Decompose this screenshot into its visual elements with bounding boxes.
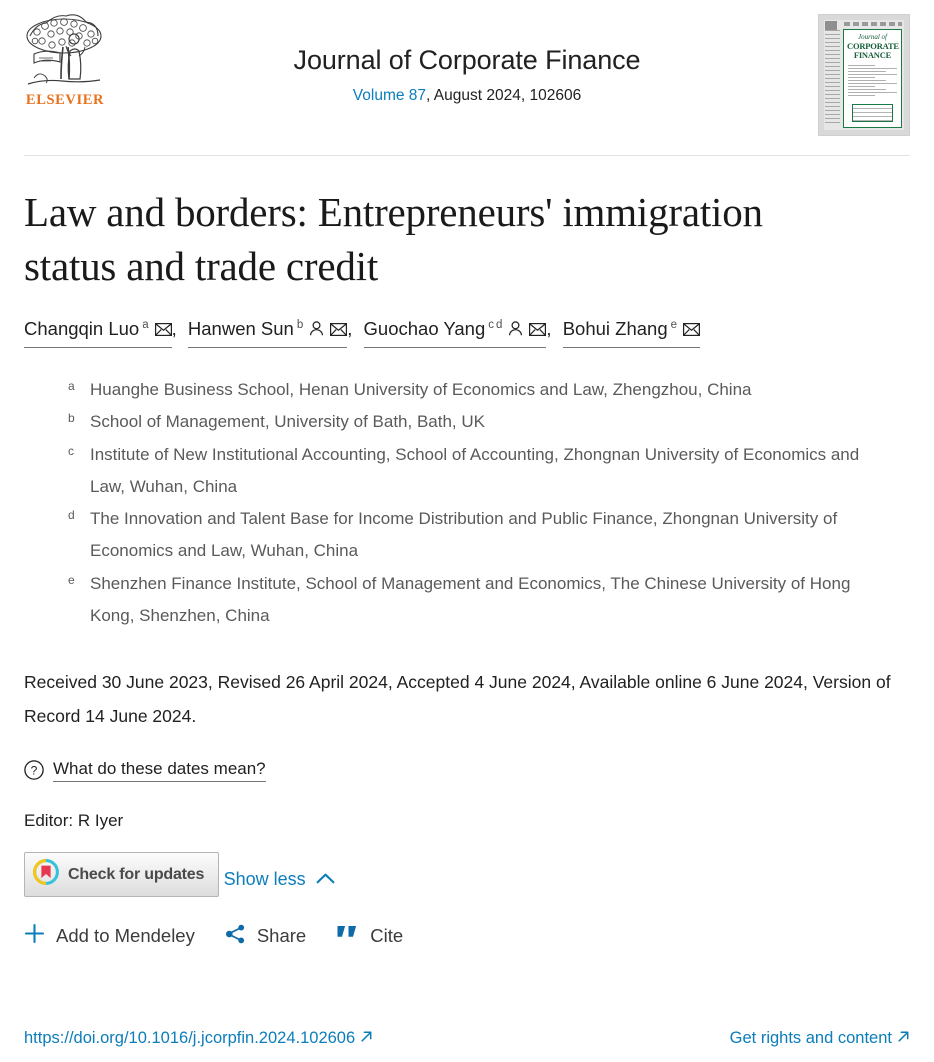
author-name: Bohui Zhang (562, 318, 668, 340)
journal-issue-line (0, 87, 934, 105)
editor-line: Editor: R Iyer (24, 811, 124, 831)
author-guochao-yang[interactable] (364, 315, 547, 348)
affiliation-item (68, 439, 898, 504)
chevron-up-icon (316, 869, 335, 890)
cover-left-text-strip (825, 30, 840, 126)
affiliation-item (68, 406, 898, 438)
author-name: Changqin Luo (24, 318, 140, 340)
journal-cover-thumbnail[interactable] (818, 14, 910, 136)
crossmark-label: Check for updates (68, 865, 205, 883)
cover-title-line1: Journal of (858, 33, 887, 41)
person-icon[interactable] (309, 316, 324, 344)
affiliation-text: School of Management, University of Bath, Bath, UK (90, 412, 485, 432)
quote-icon (336, 925, 359, 948)
plus-icon (24, 923, 45, 949)
journal-header (0, 0, 934, 155)
show-less-toggle[interactable] (224, 869, 335, 890)
header-divider (24, 155, 910, 156)
check-for-updates-button[interactable] (24, 852, 219, 897)
author-affiliation-marker: a (142, 319, 149, 332)
get-rights-and-content-link[interactable] (730, 1029, 910, 1048)
author-separator: , (347, 318, 353, 340)
affiliation-list (24, 374, 910, 632)
author-affiliation-marker: d (496, 319, 503, 332)
affiliation-item (68, 503, 898, 568)
author-name: Hanwen Sun (187, 318, 294, 340)
crossmark-icon (33, 859, 59, 890)
cover-panel (843, 29, 902, 128)
author-name: Guochao Yang (363, 318, 486, 340)
question-mark-icon (24, 760, 44, 780)
author-changqin-luo[interactable] (24, 315, 172, 348)
dates-help-label: What do these dates mean? (53, 759, 266, 782)
add-to-mendeley-button[interactable] (24, 923, 195, 949)
share-label: Share (256, 925, 307, 947)
article-action-bar (24, 923, 910, 949)
cover-journal-title (847, 34, 898, 61)
cite-label: Cite (370, 925, 404, 947)
affiliation-text: Institute of New Institutional Accounting, School of Accounting, Zhongnan University of Economics and Law, Wuhan, China (90, 444, 860, 496)
affiliation-item (68, 374, 898, 406)
cite-button[interactable] (336, 925, 403, 948)
journal-volume-link[interactable]: Volume 87 (352, 86, 427, 104)
get-rights-label: Get rights and content (729, 1029, 892, 1047)
author-separator: , (171, 318, 177, 340)
person-icon[interactable] (508, 316, 523, 344)
affiliation-text: Huanghe Business School, Henan University of Economics and Law, Zhengzhou, China (90, 379, 752, 399)
cover-title-line2: CORPORATE (847, 40, 899, 51)
add-to-mendeley-label: Add to Mendeley (56, 925, 195, 947)
email-icon[interactable] (155, 316, 172, 344)
show-less-label: Show less (223, 869, 306, 890)
external-link-icon (897, 1029, 910, 1048)
affiliation-marker: c (68, 443, 74, 458)
affiliation-item (68, 568, 898, 633)
journal-issue-info: , August 2024, 102606 (426, 86, 582, 104)
cover-title-line3: FINANCE (853, 50, 892, 61)
author-list (24, 315, 910, 348)
journal-title-block (0, 40, 934, 105)
affiliation-marker: d (68, 508, 75, 523)
doi-link[interactable] (24, 1029, 373, 1048)
cover-bottom-box (852, 104, 893, 122)
share-icon (225, 924, 246, 949)
article-body (0, 185, 934, 949)
external-link-icon (360, 1029, 373, 1048)
journal-title: Journal of Corporate Finance (293, 45, 641, 75)
affiliation-marker: e (68, 572, 75, 587)
share-button[interactable] (225, 924, 306, 949)
author-separator: , (546, 318, 552, 340)
affiliation-text: The Innovation and Talent Base for Income Distribution and Public Finance, Zhongnan University of Economics and Law, Wuhan, China (90, 509, 838, 561)
article-footer (24, 1029, 910, 1048)
cover-top-ruling (844, 22, 902, 26)
author-affiliation-marker: b (296, 319, 304, 332)
svg-text:?: ? (30, 763, 38, 778)
author-bohui-zhang[interactable] (563, 315, 700, 348)
email-icon[interactable] (529, 316, 546, 344)
journal-cover-inner (824, 20, 904, 130)
affiliation-text: Shenzhen Finance Institute, School of Management and Economics, The Chinese University of Hong Kong, Shenzhen, China (90, 573, 851, 626)
author-affiliation-marker: c (488, 319, 495, 332)
email-icon[interactable] (683, 316, 700, 344)
elsevier-wordmark: ELSEVIER (25, 92, 105, 108)
author-hanwen-sun[interactable] (188, 315, 347, 348)
what-do-these-dates-mean-link[interactable] (24, 759, 266, 782)
affiliation-marker: a (68, 378, 75, 393)
author-affiliation-marker: e (670, 319, 678, 332)
cover-left-logo (825, 21, 837, 30)
cover-contents-lines (847, 65, 898, 96)
email-icon[interactable] (330, 316, 347, 344)
publication-dates: Received 30 June 2023, Revised 26 April 2024, Accepted 4 June 2024, Available online 6 June 2024, Version of Record 14 June 2024. (24, 672, 891, 726)
page-title: Law and borders: Entrepreneurs' immigration status and trade credit (24, 189, 763, 290)
affiliation-marker: b (68, 411, 75, 426)
doi-text: https://doi.org/10.1016/j.jcorpfin.2024.102606 (24, 1029, 356, 1047)
